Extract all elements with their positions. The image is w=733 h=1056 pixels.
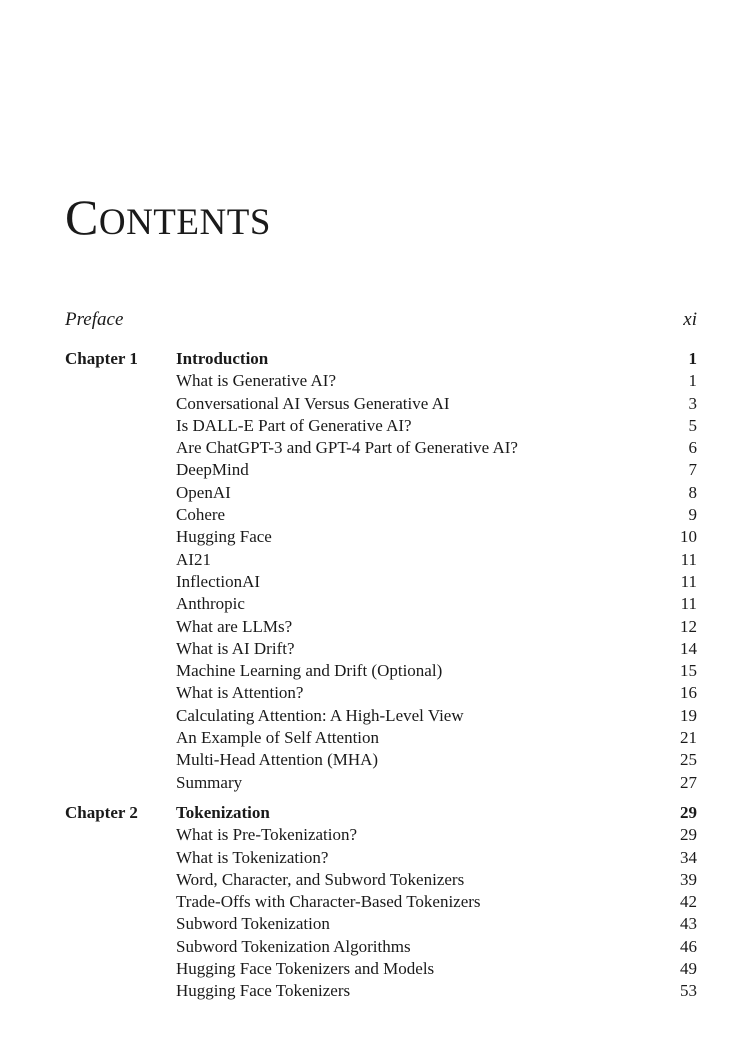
section-page-number: 53 xyxy=(680,981,697,1001)
page-title-initial: C xyxy=(65,189,99,245)
section-page-number: 5 xyxy=(688,415,697,435)
section-title: OpenAI xyxy=(176,482,231,502)
page-title-rest: ONTENTS xyxy=(98,202,271,243)
preface-label: Preface xyxy=(65,309,124,330)
toc-section-entry[interactable] xyxy=(65,638,697,660)
section-page-number: 7 xyxy=(688,460,697,480)
section-page-number: 1 xyxy=(688,371,697,391)
section-page-number: 11 xyxy=(680,549,697,569)
section-page-number: 25 xyxy=(680,750,697,770)
section-page-number: 49 xyxy=(680,959,697,979)
section-page-number: 43 xyxy=(680,914,697,934)
toc-section-entry[interactable] xyxy=(65,847,697,869)
section-page-number: 21 xyxy=(680,728,697,748)
section-title: InflectionAI xyxy=(176,571,261,591)
section-title: Hugging Face xyxy=(176,527,272,547)
toc-chapter-heading[interactable] xyxy=(65,348,697,370)
toc-section-entry[interactable] xyxy=(65,415,697,437)
section-title: Hugging Face Tokenizers and Models xyxy=(176,959,435,979)
section-page-number: 14 xyxy=(680,638,697,658)
section-page-number: 27 xyxy=(680,772,697,792)
section-title: Machine Learning and Drift (Optional) xyxy=(176,661,443,681)
section-page-number: 34 xyxy=(680,847,697,867)
section-page-number: 46 xyxy=(680,936,697,956)
section-page-number: 12 xyxy=(680,616,697,636)
toc-section-entry[interactable] xyxy=(65,370,697,392)
chapter-label: Chapter 1 xyxy=(65,349,138,368)
toc-chapter-heading[interactable] xyxy=(65,802,697,824)
chapter-page-number: 1 xyxy=(688,349,697,368)
section-title: Are ChatGPT-3 and GPT-4 Part of Generative AI? xyxy=(176,438,518,458)
section-page-number: 6 xyxy=(688,438,697,458)
toc-preface-entry[interactable] xyxy=(65,309,697,331)
section-title: Subword Tokenization xyxy=(176,914,330,934)
toc-section-entry[interactable] xyxy=(65,772,697,794)
chapter-title: Introduction xyxy=(176,349,269,368)
toc-chapter-2 xyxy=(65,802,697,1003)
toc-section-entry[interactable] xyxy=(65,936,697,958)
section-page-number: 16 xyxy=(680,683,697,703)
section-title: What is Generative AI? xyxy=(176,371,337,391)
toc-section-entry[interactable] xyxy=(65,727,697,749)
toc-section-entry[interactable] xyxy=(65,749,697,771)
section-page-number: 29 xyxy=(680,825,697,845)
section-title: Is DALL-E Part of Generative AI? xyxy=(176,415,412,435)
section-title: Trade-Offs with Character-Based Tokenizers xyxy=(176,892,481,912)
section-page-number: 19 xyxy=(680,705,697,725)
toc-section-entry[interactable] xyxy=(65,482,697,504)
section-title: Anthropic xyxy=(176,594,245,614)
toc-section-entry[interactable] xyxy=(65,980,697,1002)
toc-section-entry[interactable] xyxy=(65,824,697,846)
chapter-page-number: 29 xyxy=(680,803,697,822)
section-title: What is AI Drift? xyxy=(176,638,295,658)
toc-section-entry[interactable] xyxy=(65,705,697,727)
section-title: What is Attention? xyxy=(176,683,304,703)
section-title: Summary xyxy=(176,772,243,792)
section-title: Word, Character, and Subword Tokenizers xyxy=(176,869,465,889)
section-title: What is Tokenization? xyxy=(176,847,329,867)
toc-section-entry[interactable] xyxy=(65,526,697,548)
section-title: What are LLMs? xyxy=(176,616,293,636)
section-title: Subword Tokenization Algorithms xyxy=(176,936,411,956)
toc-section-entry[interactable] xyxy=(65,682,697,704)
toc-section-entry[interactable] xyxy=(65,571,697,593)
toc-section-entry[interactable] xyxy=(65,504,697,526)
section-page-number: 10 xyxy=(680,527,697,547)
toc-section-entry[interactable] xyxy=(65,593,697,615)
toc-section-entry[interactable] xyxy=(65,437,697,459)
section-page-number: 39 xyxy=(680,869,697,889)
toc-section-entry[interactable] xyxy=(65,913,697,935)
section-title: An Example of Self Attention xyxy=(176,728,380,748)
section-title: AI21 xyxy=(176,549,211,569)
section-page-number: 3 xyxy=(688,393,697,413)
toc-section-entry[interactable] xyxy=(65,660,697,682)
section-page-number: 9 xyxy=(688,505,697,525)
section-title: DeepMind xyxy=(176,460,249,480)
section-title: Cohere xyxy=(176,505,226,525)
section-page-number: 15 xyxy=(680,661,697,681)
preface-page-number: xi xyxy=(683,309,697,330)
section-title: What is Pre-Tokenization? xyxy=(176,825,358,845)
section-page-number: 11 xyxy=(680,571,697,591)
toc-section-entry[interactable] xyxy=(65,459,697,481)
toc-section-entry[interactable] xyxy=(65,549,697,571)
chapter-label: Chapter 2 xyxy=(65,803,138,822)
section-title: Conversational AI Versus Generative AI xyxy=(176,393,450,413)
toc-section-entry[interactable] xyxy=(65,393,697,415)
toc-section-entry[interactable] xyxy=(65,891,697,913)
toc-section-entry[interactable] xyxy=(65,869,697,891)
toc-section-entry[interactable] xyxy=(65,958,697,980)
page-title xyxy=(65,189,271,245)
section-page-number: 42 xyxy=(680,892,697,912)
section-page-number: 8 xyxy=(688,482,697,502)
toc-chapter-1 xyxy=(65,348,697,794)
section-title: Multi-Head Attention (MHA) xyxy=(176,750,379,770)
section-title: Hugging Face Tokenizers xyxy=(176,981,351,1001)
section-page-number: 11 xyxy=(680,594,697,614)
toc-section-entry[interactable] xyxy=(65,616,697,638)
section-title: Calculating Attention: A High-Level View xyxy=(176,705,464,725)
chapter-title: Tokenization xyxy=(176,803,270,822)
